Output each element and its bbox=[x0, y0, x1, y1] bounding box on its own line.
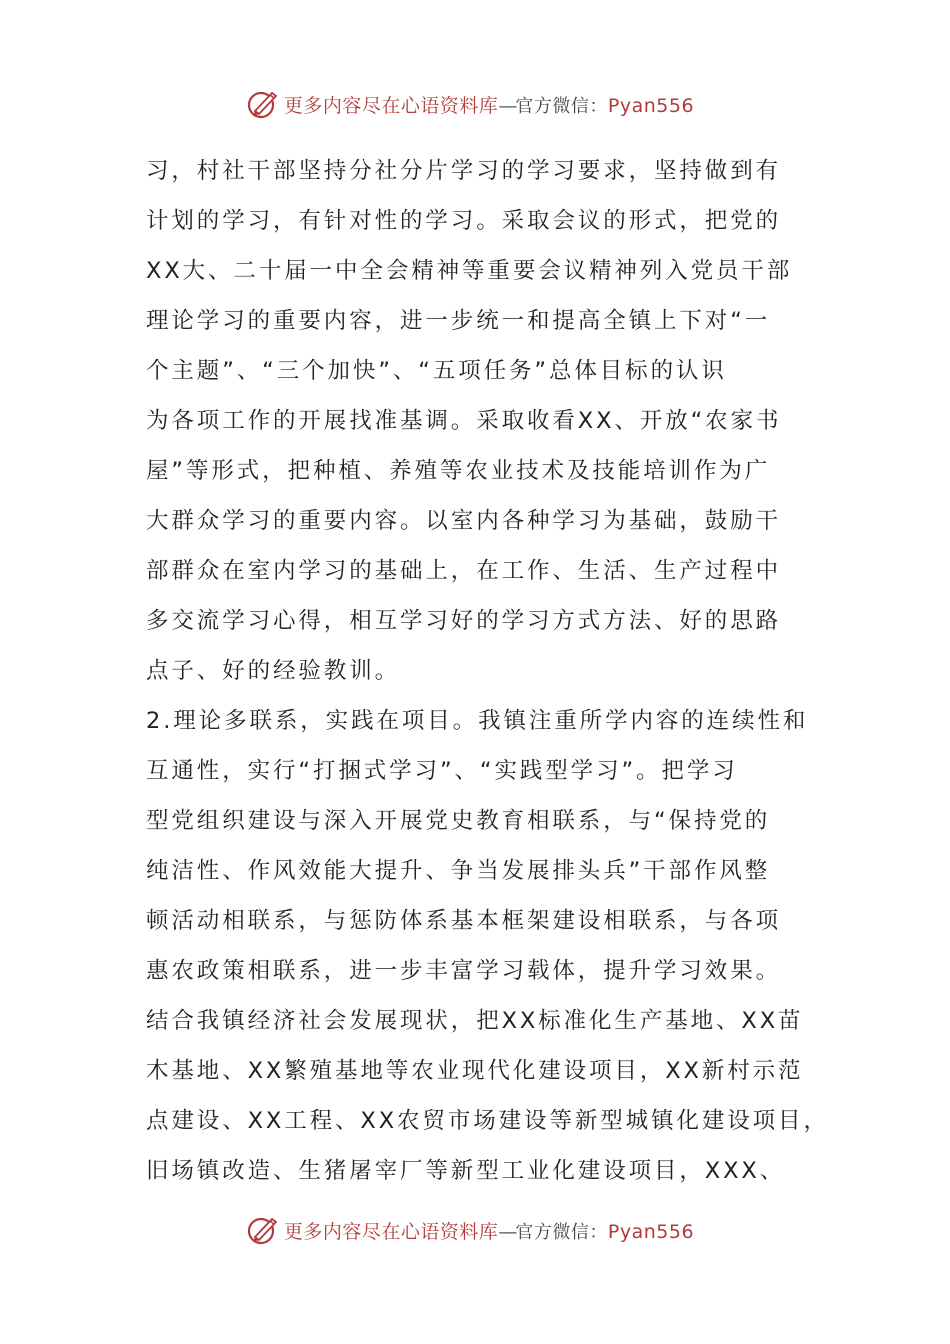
body-line: 木基地、XX繁殖基地等农业现代化建设项目，XX新村示范 bbox=[146, 1058, 804, 1084]
body-line: 结合我镇经济社会发展现状，把XX标准化生产基地、XX苗 bbox=[146, 1008, 804, 1034]
footer-brand: 更多内容尽在心语资料库 bbox=[283, 1220, 499, 1243]
body-line: 型党组织建设与深入开展党史教育相联系，与“保持党的 bbox=[146, 808, 771, 834]
body-line: XX大、二十届一中全会精神等重要会议精神列入党员干部 bbox=[146, 258, 793, 284]
body-line: 旧场镇改造、生猪屠宰厂等新型工业化建设项目，XXX、 bbox=[146, 1158, 786, 1184]
body-line: 理论学习的重要内容，进一步统一和提高全镇上下对“一 bbox=[146, 308, 771, 334]
document-body bbox=[146, 146, 829, 1196]
body-line: 顿活动相联系，与惩防体系基本框架建设相联系，与各项 bbox=[146, 908, 782, 934]
body-line: 习，村社干部坚持分社分片学习的学习要求，坚持做到有 bbox=[146, 158, 782, 184]
header-banner-content bbox=[246, 87, 694, 121]
header-official-label: 官方微信： bbox=[515, 95, 608, 117]
footer-banner-text bbox=[284, 1217, 694, 1244]
header-wechat-id: Pyan556 bbox=[607, 94, 695, 117]
header-separator: — bbox=[498, 94, 516, 117]
header-banner bbox=[0, 84, 950, 124]
header-brand: 更多内容尽在心语资料库 bbox=[283, 94, 499, 117]
body-line: 惠农政策相联系，进一步丰富学习载体，提升学习效果。 bbox=[146, 958, 782, 984]
body-line: 点子、好的经验教训。 bbox=[146, 658, 401, 684]
pen-logo-icon bbox=[246, 87, 280, 121]
body-line: 屋”等形式，把种植、养殖等农业技术及技能培训作为广 bbox=[146, 458, 771, 484]
body-line: 个主题”、“三个加快”、“五项任务”总体目标的认识 bbox=[146, 358, 727, 384]
footer-separator: — bbox=[498, 1220, 516, 1243]
body-line: 为各项工作的开展找准基调。采取收看XX、开放“农家书 bbox=[146, 408, 782, 434]
footer-banner-content bbox=[246, 1213, 694, 1247]
footer-banner bbox=[0, 1210, 950, 1250]
body-line: 大群众学习的重要内容。以室内各种学习为基础，鼓励干 bbox=[146, 508, 782, 534]
footer-official-label: 官方微信： bbox=[515, 1221, 608, 1243]
body-line: 部群众在室内学习的基础上，在工作、生活、生产过程中 bbox=[146, 558, 782, 584]
body-line: 计划的学习，有针对性的学习。采取会议的形式，把党的 bbox=[146, 208, 782, 234]
body-line: 点建设、XX工程、XX农贸市场建设等新型城镇化建设项目， bbox=[146, 1108, 829, 1134]
body-line: 互通性，实行“打捆式学习”、“实践型学习”。把学习 bbox=[146, 758, 738, 784]
footer-wechat-id: Pyan556 bbox=[607, 1220, 695, 1243]
header-banner-text bbox=[284, 91, 694, 118]
pen-logo-icon bbox=[246, 1213, 280, 1247]
body-line: 纯洁性、作风效能大提升、争当发展排头兵”干部作风整 bbox=[146, 858, 771, 884]
body-line: 多交流学习心得，相互学习好的学习方式方法、好的思路 bbox=[146, 608, 782, 634]
body-line: 2.理论多联系，实践在项目。我镇注重所学内容的连续性和 bbox=[146, 708, 809, 734]
